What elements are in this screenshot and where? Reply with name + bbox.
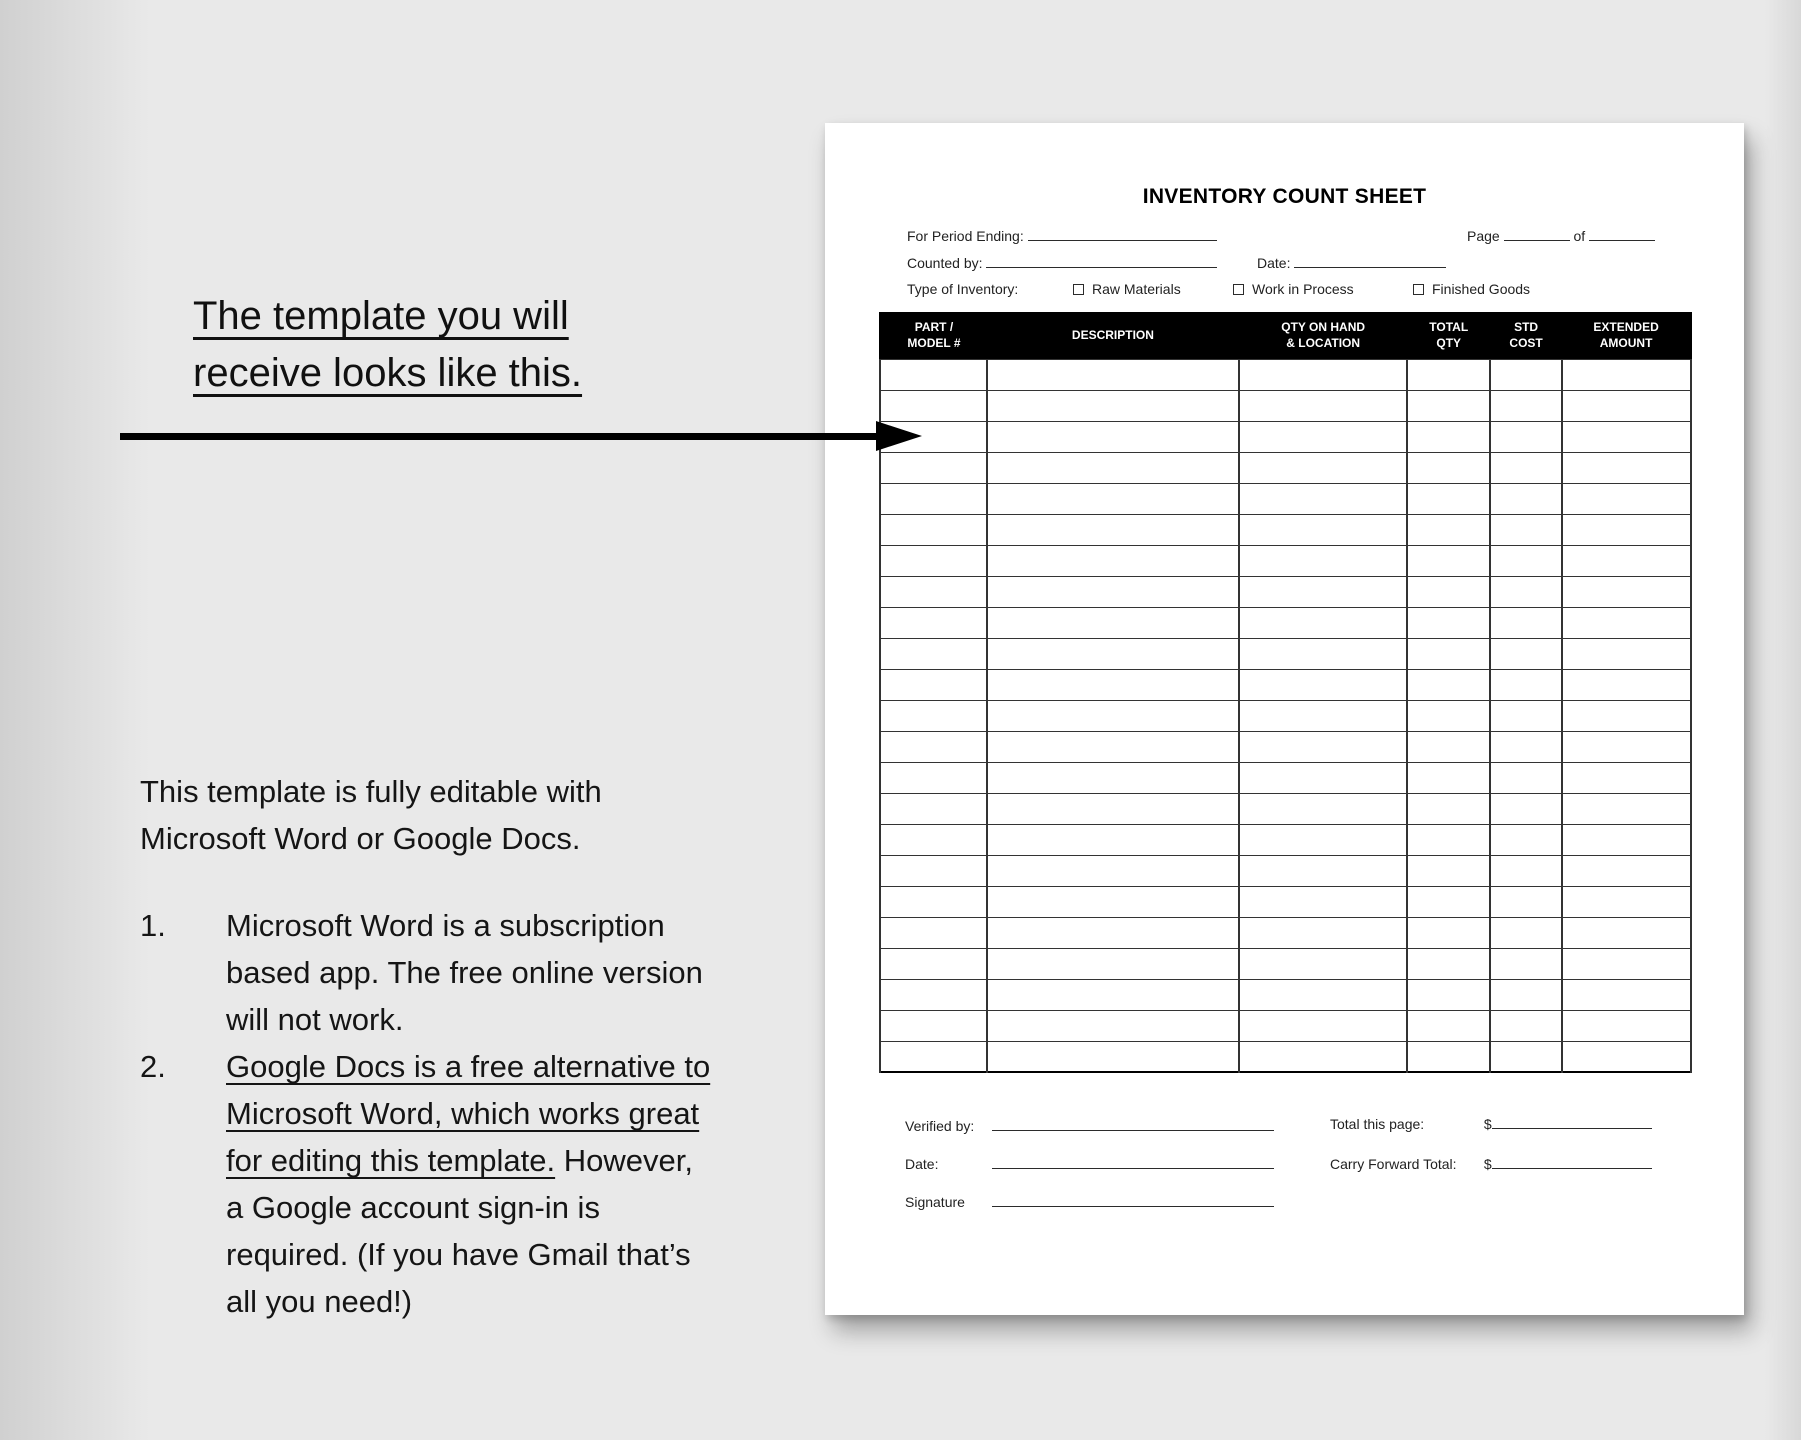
- counted-by-label: Counted by:: [907, 255, 983, 271]
- checkbox-icon: [1413, 284, 1424, 295]
- table-cell[interactable]: [987, 793, 1239, 824]
- total-this-page-field[interactable]: [1492, 1115, 1652, 1129]
- total-this-page-row: [1330, 1115, 1652, 1132]
- checkbox-label: Finished Goods: [1432, 281, 1531, 297]
- table-cell[interactable]: [1490, 483, 1562, 514]
- list-number: 2.: [140, 1049, 166, 1084]
- total-this-page-label: Total this page:: [1330, 1116, 1425, 1132]
- table-cell[interactable]: [987, 731, 1239, 762]
- page-label: Page: [1467, 228, 1500, 244]
- table-cell[interactable]: [1407, 545, 1490, 576]
- table-row: [880, 824, 1691, 855]
- for-period-ending-field[interactable]: [1028, 227, 1217, 241]
- table-cell[interactable]: [1490, 514, 1562, 545]
- table-cell[interactable]: [1239, 669, 1408, 700]
- page-number-field[interactable]: [1504, 227, 1570, 241]
- table-cell[interactable]: [880, 638, 987, 669]
- column-header-std-cost: STD COST: [1490, 313, 1562, 359]
- table-cell[interactable]: [1490, 762, 1562, 793]
- table-cell[interactable]: [1239, 483, 1408, 514]
- table-cell[interactable]: [1239, 948, 1408, 979]
- table-row: [880, 948, 1691, 979]
- table-cell[interactable]: [880, 886, 987, 917]
- table-cell[interactable]: [880, 514, 987, 545]
- table-cell[interactable]: [1562, 545, 1691, 576]
- table-cell[interactable]: [880, 452, 987, 483]
- list-item-body: [226, 1043, 718, 1325]
- table-cell[interactable]: [987, 669, 1239, 700]
- table-cell[interactable]: [1407, 762, 1490, 793]
- table-cell[interactable]: [1239, 452, 1408, 483]
- table-cell[interactable]: [987, 421, 1239, 452]
- table-cell[interactable]: [1239, 514, 1408, 545]
- checkbox-raw-materials[interactable]: [1073, 281, 1181, 297]
- table-cell[interactable]: [1490, 359, 1562, 390]
- table-cell[interactable]: [1562, 917, 1691, 948]
- table-cell[interactable]: [1239, 1041, 1408, 1072]
- table-cell[interactable]: [880, 576, 987, 607]
- table-cell[interactable]: [1562, 762, 1691, 793]
- table-cell[interactable]: [1562, 483, 1691, 514]
- table-row: [880, 483, 1691, 514]
- table-cell[interactable]: [880, 948, 987, 979]
- headline: [193, 288, 582, 402]
- table-row: [880, 421, 1691, 452]
- table-cell[interactable]: [1239, 793, 1408, 824]
- pointer-arrow-line: [120, 433, 880, 440]
- table-cell[interactable]: [880, 979, 987, 1010]
- type-of-inventory-label: Type of Inventory:: [907, 281, 1019, 297]
- table-cell[interactable]: [1490, 421, 1562, 452]
- table-cell[interactable]: [1239, 762, 1408, 793]
- table-header-row: [880, 313, 1691, 359]
- table-row: [880, 979, 1691, 1010]
- table-cell[interactable]: [987, 638, 1239, 669]
- table-cell[interactable]: [987, 762, 1239, 793]
- list-item-text: However, a Google account sign-in is required. (If you have Gmail that’s all you need!): [226, 1143, 693, 1319]
- table-cell[interactable]: [1490, 607, 1562, 638]
- date-label: Date:: [1257, 255, 1291, 271]
- table-cell[interactable]: [987, 514, 1239, 545]
- table-cell[interactable]: [1562, 390, 1691, 421]
- type-of-inventory-row: [907, 281, 1531, 297]
- table-cell[interactable]: [1562, 886, 1691, 917]
- checkbox-work-in-process[interactable]: [1233, 281, 1354, 297]
- table-row: [880, 452, 1691, 483]
- table-row: [880, 576, 1691, 607]
- signature-field[interactable]: [992, 1193, 1274, 1207]
- table-cell[interactable]: [1490, 669, 1562, 700]
- table-cell[interactable]: [1407, 483, 1490, 514]
- table-cell[interactable]: [880, 607, 987, 638]
- table-cell[interactable]: [1562, 669, 1691, 700]
- table-cell[interactable]: [1239, 607, 1408, 638]
- table-cell[interactable]: [880, 700, 987, 731]
- inventory-table: [879, 312, 1692, 1073]
- date-row: [1257, 254, 1446, 271]
- currency-symbol: $: [1483, 1116, 1492, 1132]
- table-cell[interactable]: [1490, 1010, 1562, 1041]
- footer-date-row: [905, 1155, 1274, 1172]
- counted-by-row: [907, 254, 1217, 271]
- of-label: of: [1573, 228, 1586, 244]
- table-cell[interactable]: [1562, 576, 1691, 607]
- table-cell[interactable]: [1239, 545, 1408, 576]
- table-cell[interactable]: [880, 1041, 987, 1072]
- table-row: [880, 545, 1691, 576]
- table-cell[interactable]: [1562, 979, 1691, 1010]
- currency-symbol: $: [1483, 1156, 1492, 1172]
- table-cell[interactable]: [1490, 824, 1562, 855]
- table-cell[interactable]: [1562, 731, 1691, 762]
- arrow-right-icon: [876, 421, 922, 451]
- table-cell[interactable]: [1562, 1041, 1691, 1072]
- table-cell[interactable]: [1239, 359, 1408, 390]
- table-cell[interactable]: [1239, 638, 1408, 669]
- table-cell[interactable]: [1239, 855, 1408, 886]
- checkbox-label: Raw Materials: [1092, 281, 1181, 297]
- table-cell[interactable]: [1407, 452, 1490, 483]
- date-field[interactable]: [1294, 254, 1446, 268]
- table-row: [880, 638, 1691, 669]
- table-cell[interactable]: [987, 1010, 1239, 1041]
- table-row: [880, 917, 1691, 948]
- table-row: [880, 669, 1691, 700]
- for-period-ending-row: [907, 227, 1217, 244]
- table-row: [880, 514, 1691, 545]
- table-cell[interactable]: [1239, 390, 1408, 421]
- table-cell[interactable]: [880, 390, 987, 421]
- table-cell[interactable]: [987, 917, 1239, 948]
- table-cell[interactable]: [1407, 948, 1490, 979]
- table-cell[interactable]: [987, 855, 1239, 886]
- table-cell[interactable]: [1407, 607, 1490, 638]
- table-cell[interactable]: [987, 824, 1239, 855]
- table-row: [880, 793, 1691, 824]
- checkbox-finished-goods[interactable]: [1413, 281, 1530, 297]
- table-cell[interactable]: [1407, 421, 1490, 452]
- table-cell[interactable]: [1490, 855, 1562, 886]
- table-cell[interactable]: [1407, 359, 1490, 390]
- table-cell[interactable]: [1239, 979, 1408, 1010]
- verified-by-row: [905, 1117, 1274, 1134]
- table-cell[interactable]: [1562, 700, 1691, 731]
- table-cell[interactable]: [880, 762, 987, 793]
- table-cell[interactable]: [1562, 638, 1691, 669]
- table-cell[interactable]: [880, 545, 987, 576]
- headline-line-1: The template you will: [193, 294, 569, 338]
- table-cell[interactable]: [987, 483, 1239, 514]
- table-cell[interactable]: [1407, 669, 1490, 700]
- table-row: [880, 886, 1691, 917]
- table-cell[interactable]: [1490, 917, 1562, 948]
- table-cell[interactable]: [1490, 545, 1562, 576]
- table-cell[interactable]: [1490, 638, 1562, 669]
- table-cell[interactable]: [1490, 793, 1562, 824]
- signature-row: [905, 1193, 1274, 1210]
- table-cell[interactable]: [1407, 824, 1490, 855]
- table-row: [880, 1010, 1691, 1041]
- table-cell[interactable]: [1490, 979, 1562, 1010]
- table-cell[interactable]: [987, 390, 1239, 421]
- table-cell[interactable]: [1490, 700, 1562, 731]
- verified-by-field[interactable]: [992, 1117, 1274, 1131]
- page-number-row: [1467, 227, 1655, 244]
- checkbox-icon: [1073, 284, 1084, 295]
- table-cell[interactable]: [1490, 452, 1562, 483]
- document-title: INVENTORY COUNT SHEET: [1142, 185, 1427, 208]
- table-row: [880, 855, 1691, 886]
- table-cell[interactable]: [987, 576, 1239, 607]
- table-cell[interactable]: [880, 917, 987, 948]
- table-cell[interactable]: [987, 607, 1239, 638]
- table-cell[interactable]: [987, 886, 1239, 917]
- verified-by-label: Verified by:: [905, 1118, 975, 1134]
- table-cell[interactable]: [987, 452, 1239, 483]
- table-cell[interactable]: [1239, 886, 1408, 917]
- notes-list: [140, 902, 718, 1325]
- table-cell[interactable]: [880, 1010, 987, 1041]
- table-cell[interactable]: [880, 793, 987, 824]
- table-cell[interactable]: [1490, 390, 1562, 421]
- table-cell[interactable]: [1562, 1010, 1691, 1041]
- table-cell[interactable]: [1562, 421, 1691, 452]
- table-row: [880, 390, 1691, 421]
- table-cell[interactable]: [1407, 886, 1490, 917]
- table-cell[interactable]: [987, 359, 1239, 390]
- column-header-description: DESCRIPTION: [987, 313, 1239, 359]
- document-page: [825, 123, 1744, 1315]
- table-cell[interactable]: [1490, 1041, 1562, 1072]
- table-cell[interactable]: [1490, 731, 1562, 762]
- table-cell[interactable]: [1239, 731, 1408, 762]
- table-cell[interactable]: [1562, 948, 1691, 979]
- table-cell[interactable]: [880, 483, 987, 514]
- table-cell[interactable]: [1490, 948, 1562, 979]
- table-cell[interactable]: [1239, 824, 1408, 855]
- checkbox-icon: [1233, 284, 1244, 295]
- table-cell[interactable]: [987, 948, 1239, 979]
- table-cell[interactable]: [1239, 421, 1408, 452]
- table-cell[interactable]: [880, 824, 987, 855]
- table-cell[interactable]: [987, 1041, 1239, 1072]
- checkbox-label: Work in Process: [1252, 281, 1354, 297]
- table-cell[interactable]: [1407, 793, 1490, 824]
- table-cell[interactable]: [1239, 576, 1408, 607]
- table-cell[interactable]: [1562, 607, 1691, 638]
- table-cell[interactable]: [1239, 700, 1408, 731]
- counted-by-field[interactable]: [986, 254, 1217, 268]
- table-cell[interactable]: [880, 669, 987, 700]
- table-row: [880, 1041, 1691, 1072]
- list-item-underlined-text: Google Docs is a free alternative to Microsoft Word, which works great for editing this template.: [226, 1049, 711, 1178]
- column-header-total-qty: TOTAL QTY: [1407, 313, 1490, 359]
- table-cell[interactable]: [1407, 1041, 1490, 1072]
- table-cell[interactable]: [1562, 855, 1691, 886]
- column-header-part-model: PART / MODEL #: [880, 313, 987, 359]
- table-cell[interactable]: [1562, 452, 1691, 483]
- carry-forward-total-row: [1330, 1155, 1652, 1172]
- table-cell[interactable]: [1407, 638, 1490, 669]
- table-cell[interactable]: [1562, 824, 1691, 855]
- column-header-qty-on-hand-location: QTY ON HAND & LOCATION: [1239, 313, 1408, 359]
- for-period-ending-label: For Period Ending:: [907, 228, 1024, 244]
- carry-forward-total-field[interactable]: [1492, 1155, 1652, 1169]
- intro-text: This template is fully editable with Microsoft Word or Google Docs.: [140, 774, 602, 856]
- table-cell[interactable]: [1407, 514, 1490, 545]
- table-cell[interactable]: [1562, 793, 1691, 824]
- table-cell[interactable]: [1490, 576, 1562, 607]
- table-cell[interactable]: [1562, 359, 1691, 390]
- list-number: 1.: [140, 908, 166, 943]
- table-cell[interactable]: [1407, 731, 1490, 762]
- table-row: [880, 700, 1691, 731]
- carry-forward-total-label: Carry Forward Total:: [1330, 1156, 1457, 1172]
- table-cell[interactable]: [1407, 700, 1490, 731]
- table-row: [880, 731, 1691, 762]
- table-cell[interactable]: [1407, 917, 1490, 948]
- table-cell[interactable]: [1490, 886, 1562, 917]
- table-cell[interactable]: [1407, 979, 1490, 1010]
- headline-line-2: receive looks like this.: [193, 351, 583, 395]
- table-cell[interactable]: [1562, 514, 1691, 545]
- table-cell[interactable]: [1407, 855, 1490, 886]
- table-cell[interactable]: [987, 979, 1239, 1010]
- table-cell[interactable]: [1239, 1010, 1408, 1041]
- footer-date-field[interactable]: [992, 1155, 1274, 1169]
- table-cell[interactable]: [1239, 917, 1408, 948]
- table-cell[interactable]: [880, 359, 987, 390]
- table-cell[interactable]: [1407, 1010, 1490, 1041]
- table-cell[interactable]: [880, 855, 987, 886]
- table-cell[interactable]: [1407, 576, 1490, 607]
- table-row: [880, 359, 1691, 390]
- list-item-text: Microsoft Word is a subscription based app. The free online version will not work.: [226, 908, 703, 1037]
- signature-label: Signature: [905, 1194, 965, 1210]
- footer-date-label: Date:: [905, 1156, 939, 1172]
- table-cell[interactable]: [987, 700, 1239, 731]
- list-item: [140, 1043, 718, 1325]
- list-item: [140, 902, 718, 1043]
- table-cell[interactable]: [880, 731, 987, 762]
- column-header-extended-amount: EXTENDED AMOUNT: [1562, 313, 1691, 359]
- page-total-field[interactable]: [1589, 227, 1655, 241]
- table-row: [880, 607, 1691, 638]
- table-cell[interactable]: [1407, 390, 1490, 421]
- table-cell[interactable]: [987, 545, 1239, 576]
- table-row: [880, 762, 1691, 793]
